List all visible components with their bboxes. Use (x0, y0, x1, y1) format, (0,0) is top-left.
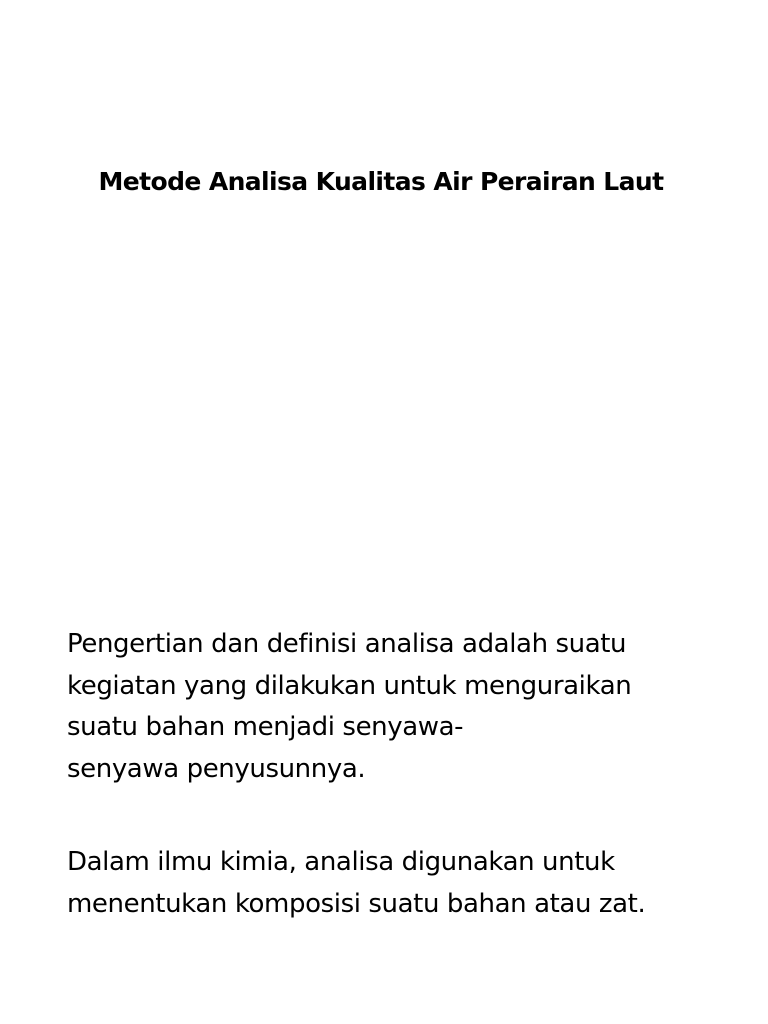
paragraph-chemistry (67, 842, 747, 925)
paragraph-line: senyawa penyusunnya. (67, 753, 366, 784)
paragraph-line: menentukan komposisi suatu bahan atau zat. (67, 888, 646, 919)
paragraph-line: kegiatan yang dilakukan untuk menguraikan (67, 670, 632, 701)
paragraph-line: suatu bahan menjadi senyawa- (67, 712, 464, 742)
paragraph-line: Dalam ilmu kimia, analisa digunakan untuk (67, 847, 615, 877)
paragraph-line: Pengertian dan definisi analisa adalah suatu (67, 629, 627, 659)
document-title: Metode Analisa Kualitas Air Perairan Laut (98, 167, 664, 196)
paragraph-definition (67, 624, 747, 790)
